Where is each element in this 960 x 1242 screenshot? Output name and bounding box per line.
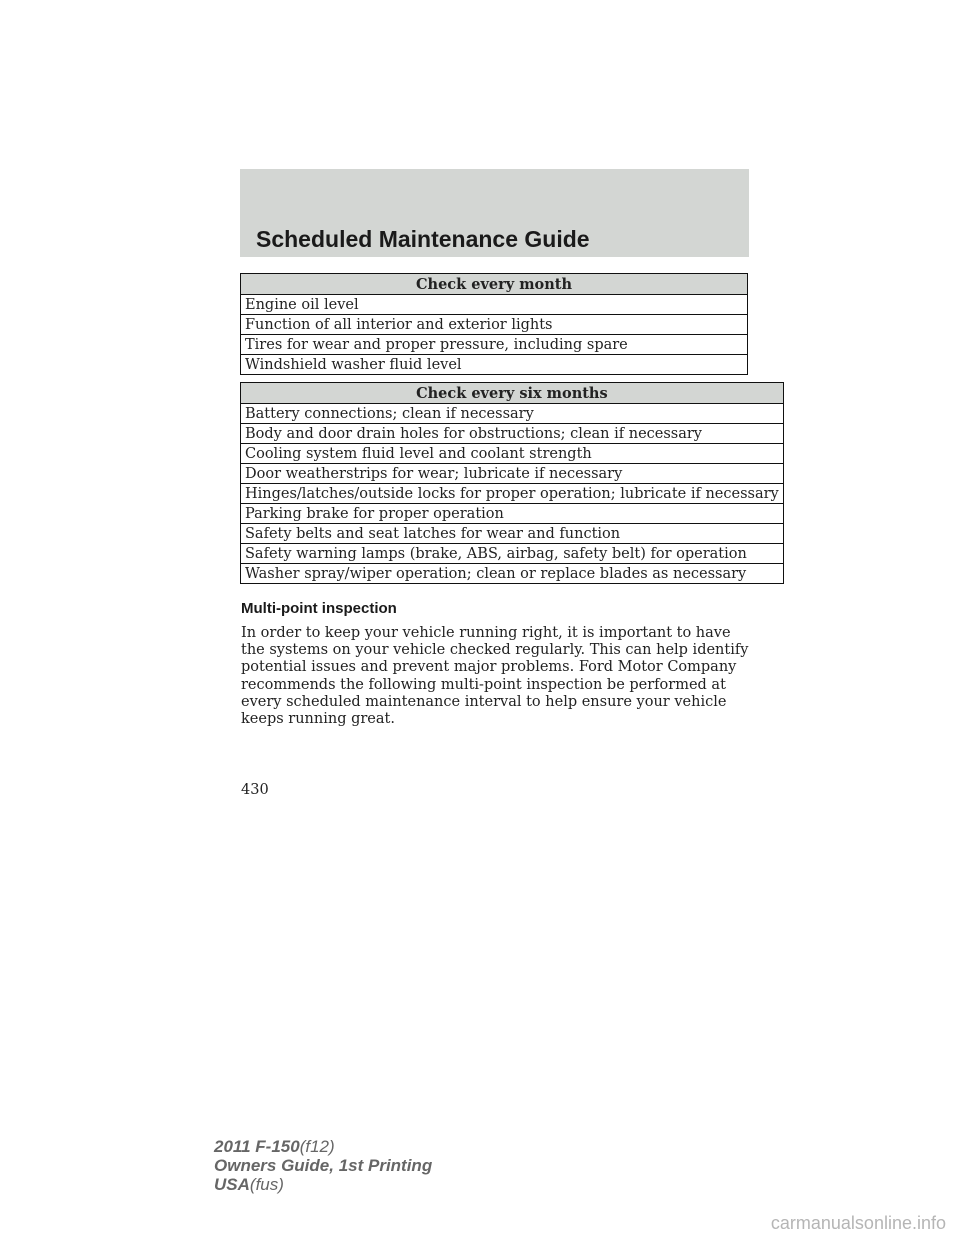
table-row: Windshield washer fluid level xyxy=(241,355,748,375)
table-row: Body and door drain holes for obstructions; clean if necessary xyxy=(241,424,784,444)
six-month-check-table xyxy=(240,382,784,584)
monthly-check-heading: Check every month xyxy=(241,274,748,295)
footer-printing: Owners Guide, 1st Printing xyxy=(214,1156,433,1175)
header-band xyxy=(240,169,749,257)
table-row: Safety warning lamps (brake, ABS, airbag, safety belt) for operation xyxy=(241,544,784,564)
table-row: Washer spray/wiper operation; clean or replace blades as necessary xyxy=(241,564,784,584)
watermark: carmanualsonline.info xyxy=(770,1213,946,1233)
table-row: Safety belts and seat latches for wear and function xyxy=(241,524,784,544)
table-row: Battery connections; clean if necessary xyxy=(241,404,784,424)
table-row: Door weatherstrips for wear; lubricate if necessary xyxy=(241,464,784,484)
table-row: Function of all interior and exterior lights xyxy=(241,315,748,335)
footer-model: 2011 F-150 xyxy=(214,1137,300,1156)
table-row: Tires for wear and proper pressure, including spare xyxy=(241,335,748,355)
six-month-check-heading: Check every six months xyxy=(241,383,784,404)
page-title: Scheduled Maintenance Guide xyxy=(256,226,590,252)
print-footer xyxy=(214,1137,432,1194)
table-row: Hinges/latches/outside locks for proper operation; lubricate if necessary xyxy=(241,484,784,504)
footer-line-model xyxy=(214,1137,432,1156)
footer-market: USA xyxy=(214,1175,250,1194)
monthly-check-table xyxy=(240,273,748,375)
table-row: Cooling system fluid level and coolant strength xyxy=(241,444,784,464)
footer-market-code: (fus) xyxy=(249,1175,284,1194)
footer-line-market xyxy=(214,1175,432,1194)
table-row: Parking brake for proper operation xyxy=(241,504,784,524)
footer-model-code: (f12) xyxy=(299,1137,335,1156)
table-row: Engine oil level xyxy=(241,295,748,315)
body-paragraph: In order to keep your vehicle running right, it is important to have the systems on your vehicle checked regularly. This can help identify potential issues and prevent major problems. Ford Motor Company recommends the following multi-point inspection be performed at every scheduled maintenance interval to help ensure your vehicle keeps running great. xyxy=(241,625,749,728)
page-number: 430 xyxy=(241,782,269,798)
section-heading: Multi-point inspection xyxy=(241,600,397,617)
